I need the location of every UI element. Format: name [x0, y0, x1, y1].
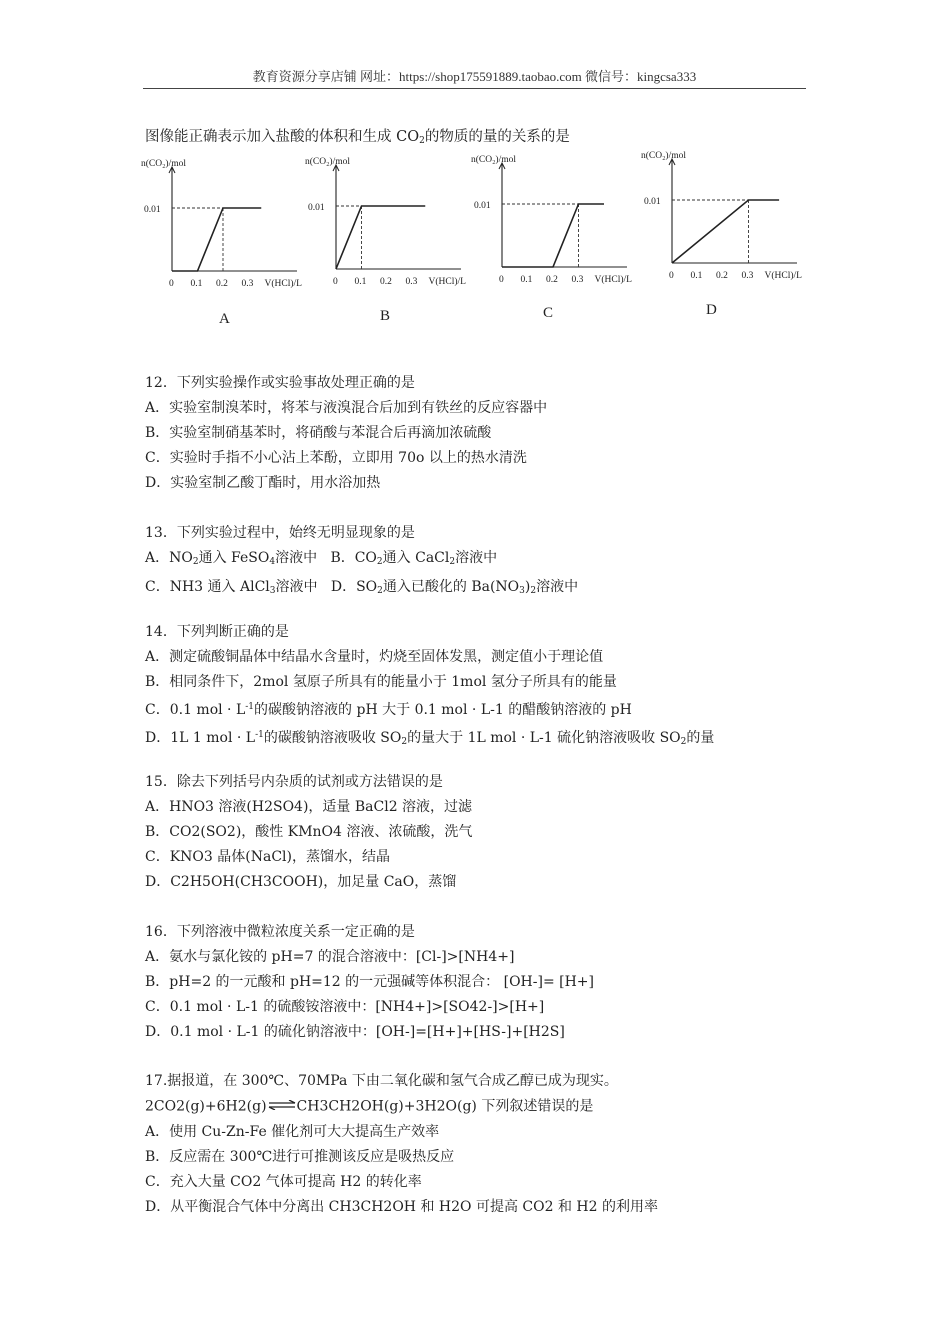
- x-tick-label: 0.2: [380, 277, 392, 287]
- graph-b-svg: [304, 154, 474, 289]
- question-16: [145, 920, 594, 1045]
- question-13-stem: 13．下列实验过程中，始终无明显现象的是: [145, 525, 415, 541]
- question-17-option-c: C．充入大量 CO2 气体可提高 H2 的转化率: [145, 1173, 422, 1190]
- series-line: [672, 200, 779, 263]
- y-tick-label: 0.01: [474, 201, 491, 211]
- question-13-options-cd: C．NH3 通入 AlCl$_3$溶液中 D．$SO_2$通入已酸化的 $Ba(NO_3)_2$溶液中: [145, 579, 579, 596]
- question-14-option-b: B．相同条件下，2mol 氢原子所具有的能量小于 1mol 氢分子所具有的能量: [145, 674, 617, 690]
- y-axis-label: n(CO₂)/mol: [141, 159, 187, 169]
- x-tick-label: 0.1: [520, 275, 533, 285]
- question-13-options-ab: A．$NO_2$通入 FeSO$_4$溶液中 B．$CO_2$通入 CaCl$_2$溶液中: [145, 550, 498, 567]
- question-15-option-b: B．CO2(SO2)，酸性 KMnO4 溶液、浓硫酸，洗气: [145, 824, 473, 840]
- x-tick-label: 0.1: [190, 279, 203, 289]
- question-16-option-c: C．0.1 mol · L-1 的硫酸铵溶液中：[NH4+]>[SO42-]>[H+]: [145, 999, 545, 1015]
- question-14: [145, 620, 714, 755]
- question-14-option-a: A．测定硫酸铜晶体中结晶水含量时，灼烧至固体发黑，测定值小于理论值: [145, 649, 604, 665]
- x-tick-label: 0.1: [690, 271, 703, 281]
- question-14-option-c: C．0.1 mol · $L^{-1}$的碳酸钠溶液的 pH 大于 0.1 mol · L-1 的醋酸钠溶液的 pH: [145, 702, 632, 718]
- question-12-option-d: D．实验室制乙酸丁酯时，用水浴加热: [145, 475, 381, 491]
- y-tick-label: 0.01: [644, 197, 661, 207]
- question-16-option-a: A．氨水与氯化铵的 pH=7 的混合溶液中：[Cl-]>[NH4+]: [145, 949, 515, 965]
- graph-a-svg: [140, 156, 310, 291]
- question-16-stem: 16．下列溶液中微粒浓度关系一定正确的是: [145, 924, 415, 940]
- graph-c-label: C: [543, 305, 554, 321]
- equilibrium-arrow-icon: [267, 1094, 297, 1119]
- question-11-stem: 图像能正确表示加入盐酸的体积和生成 $CO_2$的物质的量的关系的是: [145, 129, 570, 146]
- question-12-option-a: A．实验室制溴苯时，将苯与液溴混合后加到有铁丝的反应容器中: [145, 400, 548, 416]
- x-tick-label: 0.3: [571, 275, 584, 285]
- series-line: [172, 208, 261, 271]
- x-tick-label: 0.3: [741, 271, 754, 281]
- question-12-option-b: B．实验室制硝基苯时，将硝酸与苯混合后再滴加浓硫酸: [145, 425, 492, 441]
- x-tick-label: 0.3: [405, 277, 418, 287]
- question-12-stem: 12．下列实验操作或实验事故处理正确的是: [145, 375, 415, 391]
- question-17-stem: 17.据报道，在 300℃、70MPa 下由二氧化碳和氢气合成乙醇已成为现实。: [145, 1073, 618, 1089]
- question-17-equation: 2CO2(g)+6H2(g) CH3CH2OH(g)+3H2O(g) 下列叙述错误的是: [145, 1094, 658, 1120]
- question-17: [145, 1069, 658, 1220]
- question-15-option-a: A．HNO3 溶液(H2SO4)，适量 BaCl2 溶液，过滤: [145, 799, 473, 815]
- x-tick-label: 0.2: [546, 275, 558, 285]
- y-axis-label: n(CO₂)/mol: [305, 157, 351, 167]
- graph-b: [304, 154, 474, 289]
- x-axis-label: V(HCl)/L: [428, 277, 466, 287]
- question-14-stem: 14．下列判断正确的是: [145, 624, 289, 640]
- question-15: [145, 770, 472, 895]
- x-tick-label: 0: [669, 271, 674, 281]
- graph-d-label: D: [706, 302, 717, 318]
- question-17-option-d: D．从平衡混合气体中分离出 CH3CH2OH 和 H2O 可提高 CO2 和 H2 的利用率: [145, 1198, 658, 1215]
- question-16-option-b: B．pH=2 的一元酸和 pH=12 的一元强碱等体积混合： [OH-]= [H+]: [145, 974, 594, 990]
- x-tick-label: 0: [333, 277, 338, 287]
- series-line: [336, 206, 425, 269]
- x-tick-label: 0: [169, 279, 174, 289]
- x-tick-label: 0.3: [241, 279, 254, 289]
- x-axis-label: V(HCl)/L: [594, 275, 632, 285]
- question-14-option-d: D．1L 1 mol · $L^{-1}$的碳酸钠溶液吸收 $SO_2$的量大于 1L mol · L-1 硫化钠溶液吸收 $SO_2$的量: [145, 730, 715, 747]
- y-axis-label: n(CO₂)/mol: [471, 155, 517, 165]
- question-17-option-a: A．使用 Cu-Zn-Fe 催化剂可大大提高生产效率: [145, 1123, 440, 1140]
- y-tick-label: 0.01: [144, 205, 161, 215]
- x-tick-label: 0.2: [216, 279, 228, 289]
- graph-a: [140, 156, 310, 291]
- x-tick-label: 0.1: [354, 277, 367, 287]
- question-12-option-c: C．实验时手指不小心沾上苯酚，立即用 70o 以上的热水清洗: [145, 450, 527, 466]
- page-header: 教育资源分享店铺 网址：https://shop175591889.taobao.com 微信号：kingcsa333: [143, 66, 806, 89]
- x-axis-label: V(HCl)/L: [764, 271, 802, 281]
- graph-c: [470, 152, 640, 287]
- graph-d-svg: [640, 148, 810, 283]
- x-tick-label: 0: [499, 275, 504, 285]
- question-17-option-b: B．反应需在 300℃进行可推测该反应是吸热反应: [145, 1148, 455, 1165]
- graph-a-label: A: [219, 311, 230, 327]
- question-15-option-d: D．C2H5OH(CH3COOH)，加足量 CaO，蒸馏: [145, 874, 457, 890]
- question-15-option-c: C．KNO3 晶体(NaCl)，蒸馏水，结晶: [145, 849, 390, 865]
- graph-c-svg: [470, 152, 640, 287]
- x-axis-label: V(HCl)/L: [264, 279, 302, 289]
- graph-b-label: B: [380, 308, 391, 324]
- y-axis-label: n(CO₂)/mol: [641, 151, 687, 161]
- question-15-stem: 15．除去下列括号内杂质的试剂或方法错误的是: [145, 774, 443, 790]
- series-line: [502, 204, 604, 267]
- question-12: [145, 371, 547, 496]
- graph-d: [640, 148, 810, 283]
- x-tick-label: 0.2: [716, 271, 728, 281]
- question-16-option-d: D．0.1 mol · L-1 的硫化钠溶液中：[OH-]=[H+]+[HS-]+[H2S]: [145, 1024, 565, 1040]
- y-tick-label: 0.01: [308, 203, 325, 213]
- question-13: [145, 521, 578, 604]
